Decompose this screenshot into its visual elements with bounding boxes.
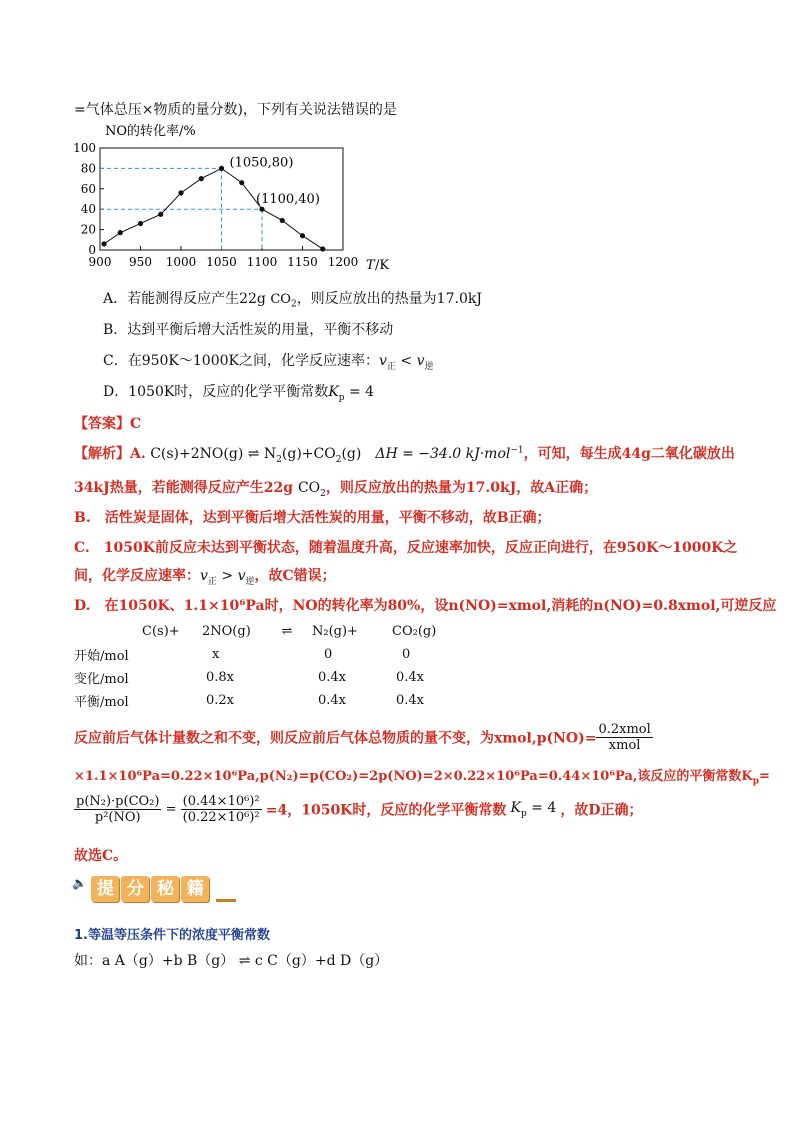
option-d: D．1050K时，反应的化学平衡常数$K_p = 4$ [103,384,375,403]
data-point [300,233,305,238]
speaker-icon: 🔈 [72,876,87,890]
chart-x-label-unit: /K [375,258,390,273]
conversion-chart [60,118,400,278]
analysis-c-line1: C. 1050K前反应未达到平衡状态，随着温度升高，反应速率加快，反应正向进行，在950K～1000K之 [74,540,738,556]
book-icon [216,891,236,902]
analysis-d-line3: ×1.1×10⁶Pa=0.22×10⁶Pa,p(N₂)=p(CO₂)=2p(NO)=2×0.22×10⁶Pa=0.44×10⁶Pa,该反应的平衡常数$K_p=$ [74,769,770,787]
ice-row-change: 变化/mol 0.8x 0.4x 0.4x [74,670,425,687]
option-c: C．在950K～1000K之间，化学反应速率：$v_正 < v_逆$ [103,353,434,372]
question-intro: =气体总压×物质的量分数)，下列有关说法错误的是 [74,102,397,118]
x-tick-label: 1200 [327,255,359,269]
y-tick-label: 40 [80,202,96,217]
y-tick-label: 80 [80,161,96,176]
option-a-post: ，则反应放出的热量为17.0kJ [296,291,482,307]
conclusion: 故选C。 [74,848,128,864]
data-point [280,218,285,223]
x-tick-label: 900 [88,255,112,269]
x-tick-label: 950 [129,255,152,269]
option-a-pre: A．若能测得反应产生22g [103,291,271,307]
section-title: 1.等温等压条件下的浓度平衡常数 [74,928,270,943]
y-tick-label: 20 [80,222,96,237]
example-equation: 如：a A（g）+b B（g） ⇌ c C（g）+d D（g） [74,953,389,969]
series-line [104,168,323,249]
data-point [320,246,325,251]
badge-char-3: 秘 [151,876,179,902]
analysis-d-line4: $\frac{\text{p(N₂)·p(CO₂)}}{\text{p²(NO)}}$ = $\frac{\text{(0.44×10⁶)²}}{\text{(0.22×10⁶)²}}$ =4，1050K时，反应的化学平衡常数 $K_p = 4$ ，故D正确； [76,794,643,825]
data-point [118,230,123,235]
ice-table [74,620,452,712]
data-point [101,241,106,246]
analysis-d-line2: 反应前后气体计量数之和不变，则反应前后气体总物质的量不变，为xmol,p(NO)= $\frac{\text{0.2xmol}}{\text{xmol}}$ [74,722,651,753]
option-a-co2: $CO_2$ [270,292,297,310]
tips-badge [72,876,236,902]
badge-char-2: 分 [121,876,149,902]
y-tick-label: 60 [80,181,96,196]
chart-x-label-t: T [366,258,375,273]
data-point [259,207,264,212]
ice-row-equilibrium: 平衡/mol 0.2x 0.4x 0.4x [74,693,425,710]
chart-y-label: NO的转化率/% [105,124,196,139]
option-a [103,288,482,310]
data-point [239,180,244,185]
answer: 【答案】C [74,416,142,432]
analysis-a-line1: 【解析】A. C(s)+2NO(g) ⇌ $N_2(g)+CO_2(g)$ ΔH = −34.0 kJ·mol$^{-1}$，可知，每生成44g二氧化碳放出 [74,445,735,465]
annotation-1100-40: (1100,40) [256,192,320,208]
analysis-c-line2: 间，化学反应速率：$v_正 > v_逆$，故C错误； [74,568,336,587]
x-tick-label: 1000 [165,255,197,269]
data-point [138,221,143,226]
ice-header: C(s)+ 2NO(g) ⇌ N₂(g)+ CO₂(g) [142,624,437,639]
annotation-1050-80: (1050,80) [229,155,294,171]
analysis-b: B. 活性炭是固体，达到平衡后增大活性炭的用量，平衡不移动，故B正确； [74,510,551,526]
data-point [199,176,204,181]
badge-char-4: 籍 [181,876,209,902]
x-tick-label: 1150 [287,255,318,269]
option-b: B．达到平衡后增大活性炭的用量，平衡不移动 [103,322,394,338]
analysis-a-line2: 34kJ热量，若能测得反应产生22g $CO_2$，则反应放出的热量为17.0kJ，故A正确； [74,480,598,499]
badge-char-1: 提 [91,876,119,902]
analysis-d-line1: D. 在1050K、1.1×10⁶Pa时，NO的转化率为80%，设n(NO)=xmol,消耗的n(NO)=0.8xmol,可逆反应 [74,598,777,614]
data-point [178,190,183,195]
x-tick-label: 1100 [246,255,278,269]
ice-row-start: 开始/mol x 0 0 [74,647,411,664]
y-tick-label: 100 [73,141,96,155]
y-tick-label: 0 [88,243,96,257]
data-point [158,212,163,217]
data-point [219,166,224,171]
x-tick-label: 1050 [206,255,237,269]
